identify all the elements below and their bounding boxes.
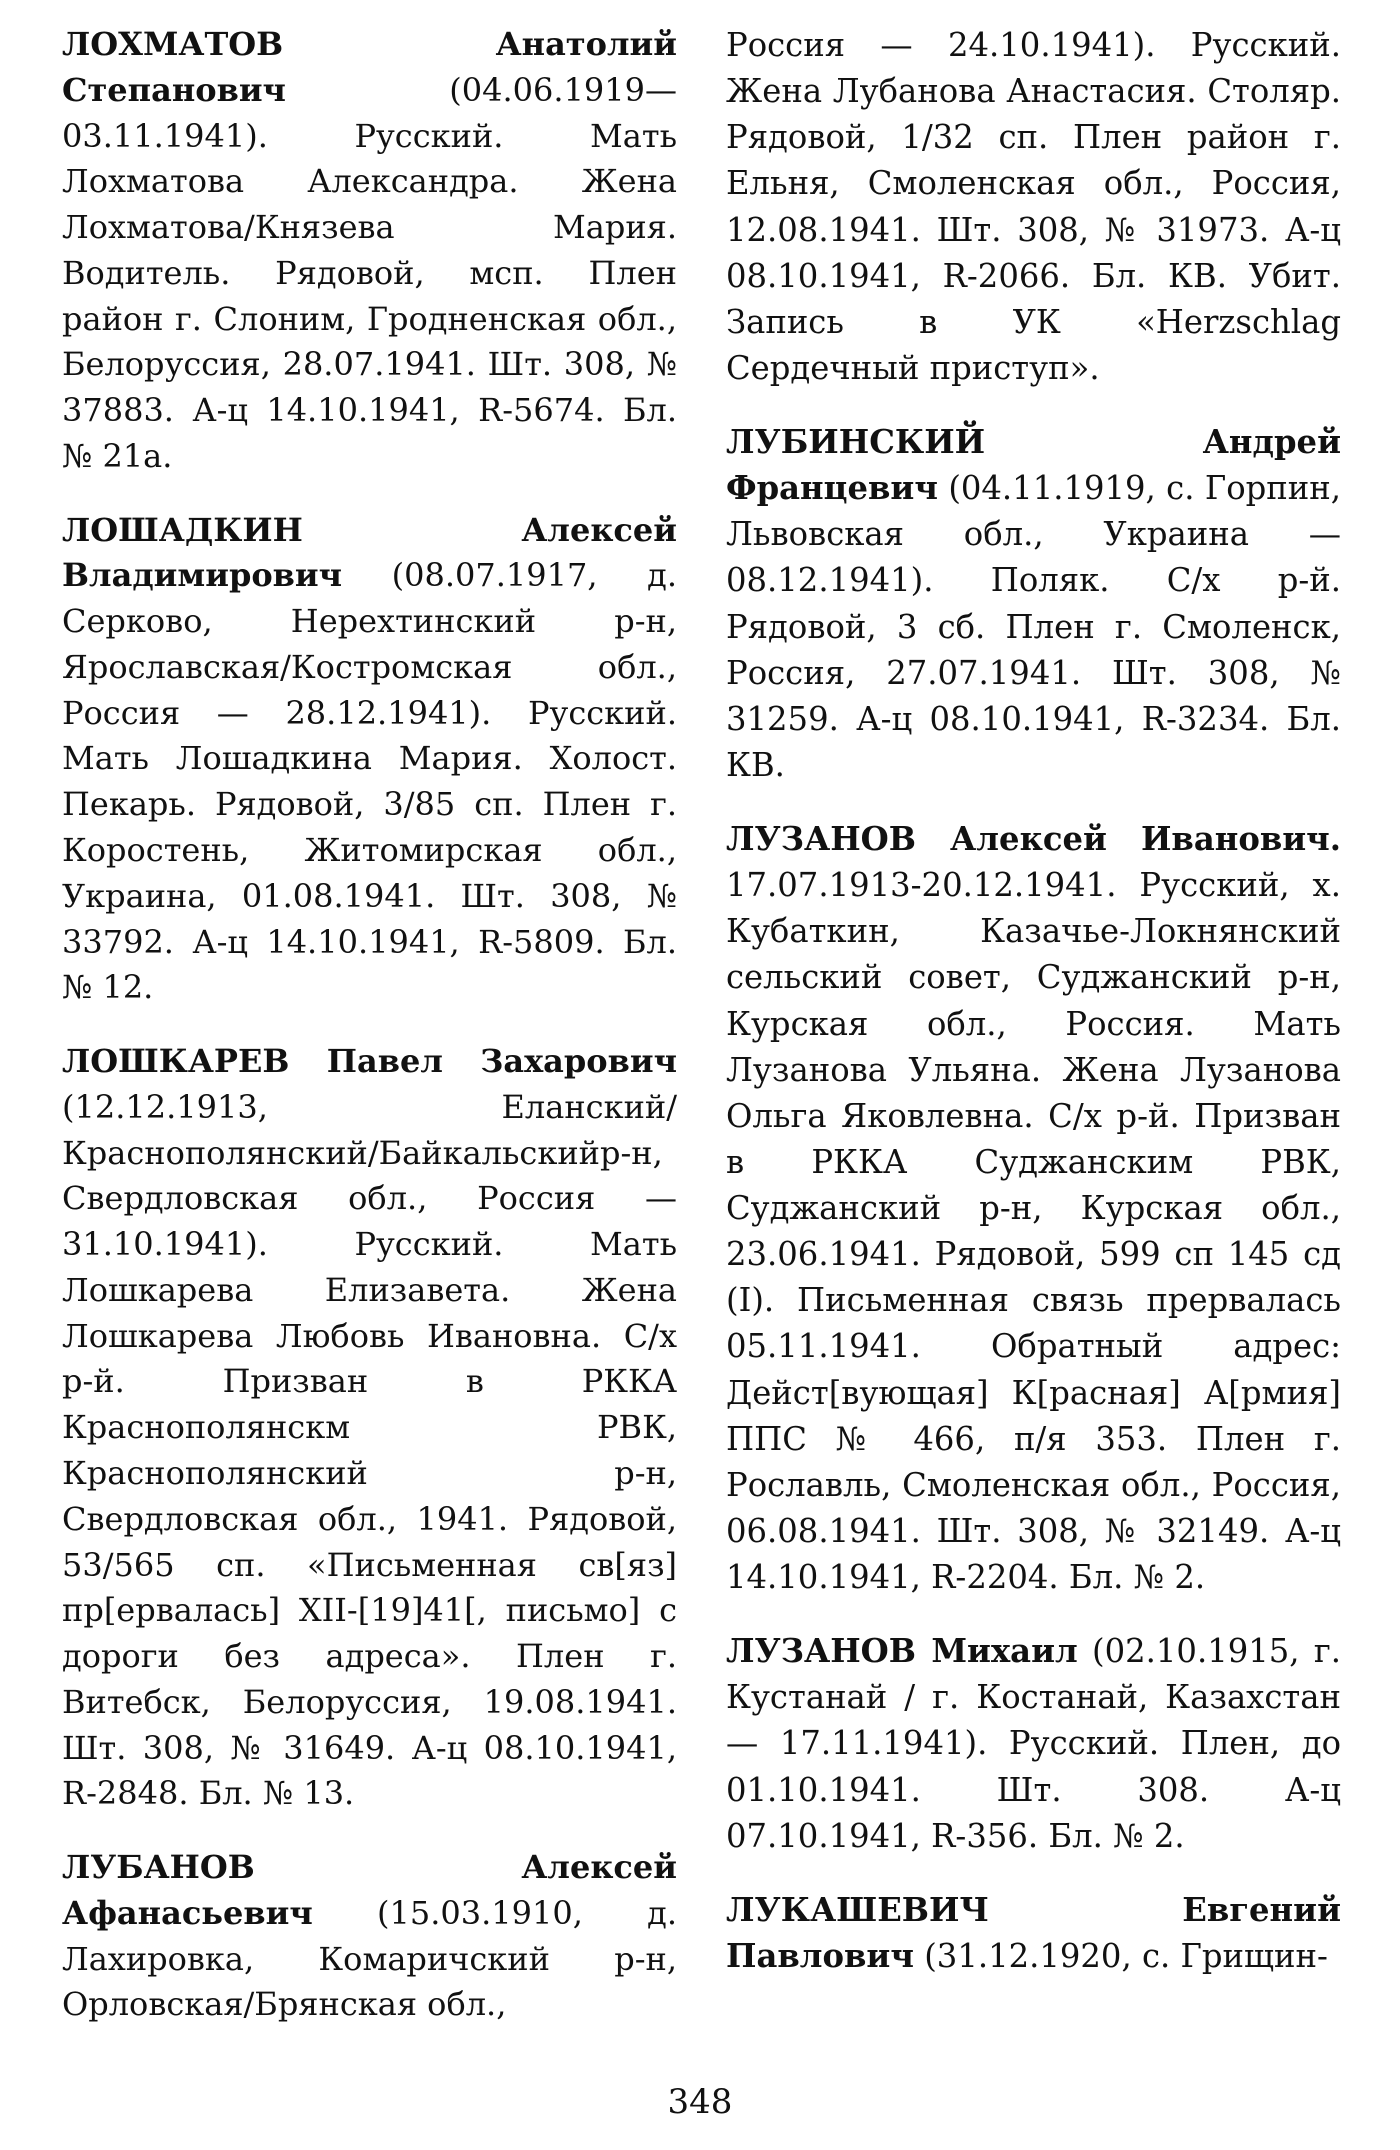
- entry-luzanov-aleksey: [726, 816, 1341, 1600]
- entry-text: (12.12.1913, Еланский/Краснополянский/Байкальскийр-н, Свердловская обл., Россия — 31.10.1941). Русский. Мать Лошкарева Елизавета. Жена Лошкарева Любовь Ивановна. С/х р-й. Призван в РККА Краснополянскм РВК, Краснополянский р-н, Свердловская обл., 1941. Рядовой, 53/565 сп. «Письменная св[яз] пр[ервалась] XII-[19]41[, письмо] с дороги без адреса». Плен г. Витебск, Белоруссия, 19.08.1941. Шт. 308, № 31649. А-ц 08.10.1941, R-2848. Бл. № 13.: [62, 1087, 677, 1813]
- entry-text: (31.12.1920, с. Грищин-: [924, 1936, 1328, 1975]
- entry-name: ЛУБАНОВ Алексей Афанасьевич: [62, 1848, 677, 1932]
- entry-text: (02.10.1915, г. Кустанай / г. Костанай, Казахстан — 17.11.1941). Русский. Плен, до 01.10.1941. Шт. 308. А-ц 07.10.1941, R-356. Бл. № 2.: [726, 1632, 1341, 1855]
- entry-name: ЛУБИНСКИЙ Андрей Францевич: [726, 423, 1341, 508]
- entry-name: ЛУЗАНОВ Алексей Иванович.: [726, 820, 1341, 858]
- left-column: [62, 22, 677, 2056]
- entry-luzanov-mikhail: [726, 1628, 1341, 1859]
- entry-lukashevich: [726, 1887, 1341, 1979]
- entry-name: ЛОШКАРЕВ Павел Захарович: [62, 1042, 677, 1081]
- entry-text: (15.03.1910, д. Лахировка, Комаричский р-н, Орловская/Брянская обл.,: [62, 1893, 678, 2024]
- right-column: [726, 22, 1341, 2007]
- entry-loshadkin: [62, 508, 677, 1011]
- entry-name: ЛУЗАНОВ Михаил: [726, 1632, 1078, 1671]
- entry-lubanov-continued: [726, 22, 1341, 391]
- entry-name: ЛУКАШЕВИЧ Евгений Павлович: [726, 1890, 1341, 1975]
- entry-text: (04.11.1919, с. Горпин, Львовская обл., Украина — 08.12.1941). Поляк. С/х р-й. Рядовой, 3 сб. Плен г. Смоленск, Россия, 27.07.1941. Шт. 308, № 31259. А-ц 08.10.1941, R-3234. Бл. КВ.: [726, 469, 1341, 784]
- entry-lubanov: [62, 1845, 677, 2028]
- entry-text: (08.07.1917, д. Серково, Нерехтинский р-н, Ярославская/Костромская обл., Россия — 28.12.1941). Русский. Мать Лошадкина Мария. Холост. Пекарь. Рядовой, 3/85 сп. Плен г. Коростень, Житомирская обл., Украина, 01.08.1941. Шт. 308, № 33792. А-ц 14.10.1941, R-5809. Бл. № 12.: [62, 556, 678, 1007]
- entry-name: ЛОШАДКИН Алексей Владимирович: [62, 510, 677, 595]
- entry-text: 17.07.1913-20.12.1941. Русский, х. Кубаткин, Казачье-Локнянский сельский совет, Суджанский р-н, Курская обл., Россия. Мать Лузанова Ульяна. Жена Лузанова Ольга Яковлевна. С/х р-й. Призван в РККА Суджанским РВК, Суджанский р-н, Курская обл., 23.06.1941. Рядовой, 599 сп 145 сд (I). Письменная связь прервалась 05.11.1941. Обратный адрес: Дейст[вующая] К[расная] А[рмия] ППС № 466, п/я 353. Плен г. Рославль, Смоленская обл., Россия, 06.08.1941. Шт. 308, № 32149. А-ц 14.10.1941, R-2204. Бл. № 2.: [726, 866, 1341, 1596]
- entry-loshkarev: [62, 1039, 677, 1817]
- entry-lokhmatov: [62, 22, 677, 480]
- entry-lubinsky: [726, 419, 1341, 788]
- entry-name: ЛОХМАТОВ Анатолий Степанович: [62, 25, 677, 109]
- page-number: 348: [667, 2082, 733, 2122]
- entry-text: (04.06.1919—03.11.1941). Русский. Мать Лохматова Александра. Жена Лохматова/Князева Мария. Водитель. Рядовой, мсп. Плен район г. Слоним, Гродненская обл., Белоруссия, 28.07.1941. Шт. 308, № 37883. А-ц 14.10.1941, R-5674. Бл. № 21а.: [62, 70, 677, 475]
- entry-text: Россия — 24.10.1941). Русский. Жена Лубанова Анастасия. Столяр. Рядовой, 1/32 сп. Плен район г. Ельня, Смоленская обл., Россия, 12.08.1941. Шт. 308, № 31973. А-ц 08.10.1941, R-2066. Бл. КВ. Убит. Запись в УК «Herzschlag Сердечный приступ».: [726, 26, 1341, 387]
